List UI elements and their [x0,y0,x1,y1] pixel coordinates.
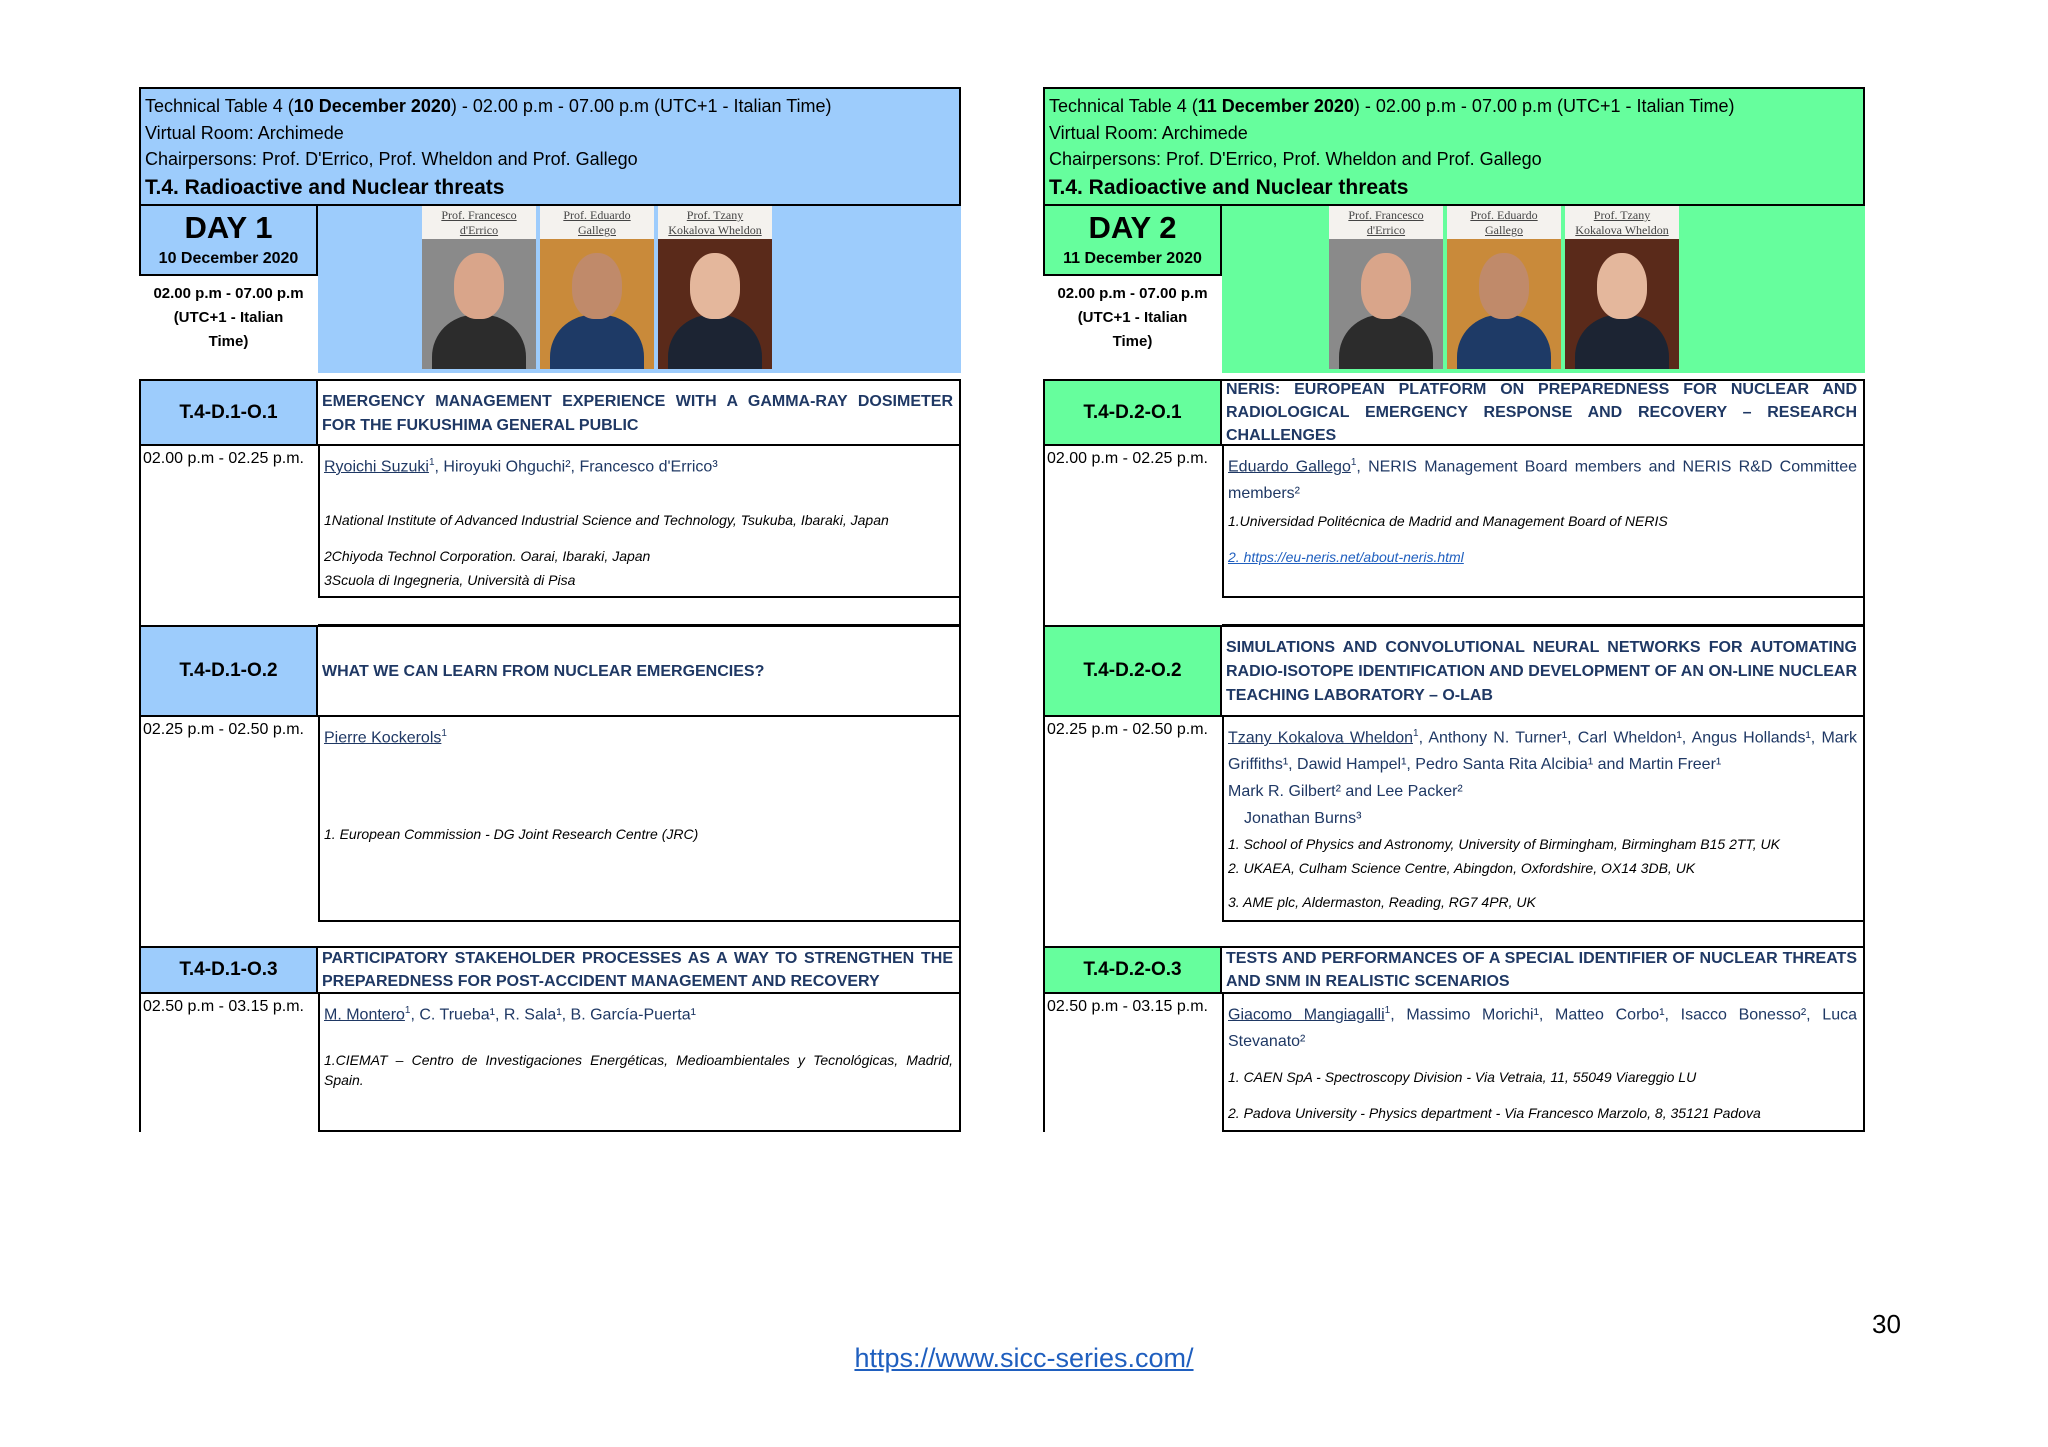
day-time: 02.00 p.m - 07.00 p.m (UTC+1 - Italian Time) [1043,276,1222,373]
page-number: 30 [1872,1309,1901,1339]
presenter-link[interactable]: Tzany Kokalova Wheldon [1228,729,1413,747]
talk-time: 02.00 p.m - 02.25 p.m. [1043,446,1222,629]
talk-authors-line3: Jonathan Burns³ [1244,810,1362,828]
talk-code: T.4-D.2-O.3 [1043,946,1222,994]
affiliation: 2. Padova University - Physics department - Via Francesco Marzolo, 8, 35121 Padova [1228,1105,1761,1122]
footer-website-link[interactable]: https://www.sicc-series.com/ [854,1343,1194,1373]
table-header [139,87,961,206]
chair-photo: Prof. Francesco d'Errico [1329,206,1443,369]
talk-authors: M. Montero$^1$, C. Trueba¹, R. Sala¹, B. García-Puerta¹ [324,1005,696,1024]
talk-details [1222,717,1865,922]
affiliation: 3. AME plc, Aldermaston, Reading, RG7 4PR, UK [1228,894,1536,911]
presenter-link[interactable]: Giacomo Mangiagalli [1228,1006,1385,1024]
talk-authors-line2: Mark R. Gilbert² and Lee Packer² [1228,783,1463,801]
talk-code: T.4-D.1-O.2 [139,625,318,717]
talk-details [318,446,961,598]
header-track: T.4. Radioactive and Nuclear threats [1049,175,1409,199]
header-track: T.4. Radioactive and Nuclear threats [145,175,505,199]
affiliation: 3Scuola di Ingegneria, Università di Pisa [324,572,576,589]
talk-title: NERIS: EUROPEAN PLATFORM ON PREPAREDNESS FOR NUCLEAR AND RADIOLOGICAL EMERGENCY RESPONSE AND RECOVERY – RESEARCH CHALLENGES [1222,379,1865,446]
talk-details [318,994,961,1132]
chair-photo: Prof. Tzany Kokalova Wheldon [1565,206,1679,369]
talk-title: TESTS AND PERFORMANCES OF A SPECIAL IDENTIFIER OF NUCLEAR THREATS AND SNM IN REALISTIC SCENARIOS [1222,946,1865,994]
header-room: Virtual Room: Archimede [1049,122,1248,143]
chair-photos [1329,206,1679,369]
day2-panel [1043,87,1865,1122]
chair-photo: Prof. Eduardo Gallego [1447,206,1561,369]
talk-title: PARTICIPATORY STAKEHOLDER PROCESSES AS A WAY TO STRENGTHEN THE PREPAREDNESS FOR POST-ACCIDENT MANAGEMENT AND RECOVERY [318,946,961,994]
talk-time: 02.25 p.m - 02.50 p.m. [139,717,318,949]
affiliation: 1.Universidad Politécnica de Madrid and Management Board of NERIS [1228,513,1668,530]
talk-authors: Pierre Kockerols$^1$ [324,728,447,747]
presenter-link[interactable]: Pierre Kockerols [324,729,442,747]
table-header [1043,87,1865,206]
talk-title: WHAT WE CAN LEARN FROM NUCLEAR EMERGENCIES? [318,625,961,717]
day-box [139,206,318,276]
talk-code: T.4-D.2-O.1 [1043,379,1222,446]
talk-authors: Eduardo Gallego$^1$, NERIS Management Board members and NERIS R&D Committee members² [1228,457,1857,503]
header-chairs: Chairpersons: Prof. D'Errico, Prof. Wheldon and Prof. Gallego [145,149,638,169]
talk-code: T.4-D.1-O.1 [139,379,318,446]
presenter-link[interactable]: M. Montero [324,1006,405,1024]
presenter-link[interactable]: Eduardo Gallego [1228,458,1351,476]
talk-authors: Ryoichi Suzuki$^1$, Hiroyuki Ohguchi², Francesco d'Errico³ [324,457,718,476]
talk-time: 02.25 p.m - 02.50 p.m. [1043,717,1222,949]
talk-time: 02.50 p.m - 03.15 p.m. [1043,994,1222,1132]
header-chairs: Chairpersons: Prof. D'Errico, Prof. Wheldon and Prof. Gallego [1049,149,1542,169]
affiliation: 1. European Commission - DG Joint Research Centre (JRC) [324,826,699,843]
talk-code: T.4-D.1-O.3 [139,946,318,994]
talk-code: T.4-D.2-O.2 [1043,625,1222,717]
header-room: Virtual Room: Archimede [145,122,344,143]
talk-time: 02.50 p.m - 03.15 p.m. [139,994,318,1132]
chair-photos [422,206,772,369]
talk-title: EMERGENCY MANAGEMENT EXPERIENCE WITH A GAMMA-RAY DOSIMETER FOR THE FUKUSHIMA GENERAL PUBLIC [318,379,961,446]
affiliation: 2Chiyoda Technol Corporation. Oarai, Ibaraki, Japan [324,548,651,565]
talk-authors: Giacomo Mangiagalli$^1$, Massimo Morichi¹, Matteo Corbo¹, Isacco Bonesso², Luca Stevanato² [1228,1005,1857,1051]
day-time: 02.00 p.m - 07.00 p.m (UTC+1 - Italian Time) [139,276,318,373]
header-session-line: Technical Table 4 (11 December 2020) - 02.00 p.m - 07.00 p.m (UTC+1 - Italian Time) [1049,96,1735,116]
day1-panel [139,87,961,1089]
day-date: 10 December 2020 [158,250,299,267]
talk-details [1222,446,1865,598]
affiliation: 1. CAEN SpA - Spectroscopy Division - Via Vetraia, 11, 55049 Viareggio LU [1228,1069,1697,1086]
chair-photo: Prof. Eduardo Gallego [540,206,654,369]
day-label: DAY 1 [184,210,273,245]
day-date: 11 December 2020 [1063,250,1202,267]
day-label: DAY 2 [1088,210,1177,245]
affiliation: 2. UKAEA, Culham Science Centre, Abingdon, Oxfordshire, OX14 3DB, UK [1228,860,1696,877]
chair-photo: Prof. Francesco d'Errico [422,206,536,369]
day-row [1043,206,1865,373]
neris-link[interactable]: 2. https://eu-neris.net/about-neris.html [1228,549,1464,566]
talk-details [318,717,961,922]
presenter-link[interactable]: Ryoichi Suzuki [324,458,429,476]
talk-time: 02.00 p.m - 02.25 p.m. [139,446,318,629]
affiliation: 1. School of Physics and Astronomy, University of Birmingham, Birmingham B15 2TT, UK [1228,836,1780,853]
affiliation: 1.CIEMAT – Centro de Investigaciones Energéticas, Medioambientales y Tecnológicas, Madrid, Spain. [324,1052,953,1089]
talk-title: SIMULATIONS AND CONVOLUTIONAL NEURAL NETWORKS FOR AUTOMATING RADIO-ISOTOPE IDENTIFICATION AND DEVELOPMENT OF AN ON-LINE NUCLEAR TEACHING LABORATORY – O-LAB [1222,625,1865,717]
header-session-line: Technical Table 4 (10 December 2020) - 02.00 p.m - 07.00 p.m (UTC+1 - Italian Time) [145,96,832,116]
chair-photo: Prof. Tzany Kokalova Wheldon [658,206,772,369]
affiliation: 1National Institute of Advanced Industrial Science and Technology, Tsukuba, Ibaraki, Japan [324,512,889,529]
day-box [1043,206,1222,276]
day-row [139,206,961,373]
talk-authors: Tzany Kokalova Wheldon$^1$, Anthony N. Turner¹, Carl Wheldon¹, Angus Hollands¹, Mark Griffiths¹, Dawid Hampel¹, Pedro Santa Rita Alcibia¹ and Martin Freer¹ [1228,728,1857,774]
talk-details [1222,994,1865,1132]
